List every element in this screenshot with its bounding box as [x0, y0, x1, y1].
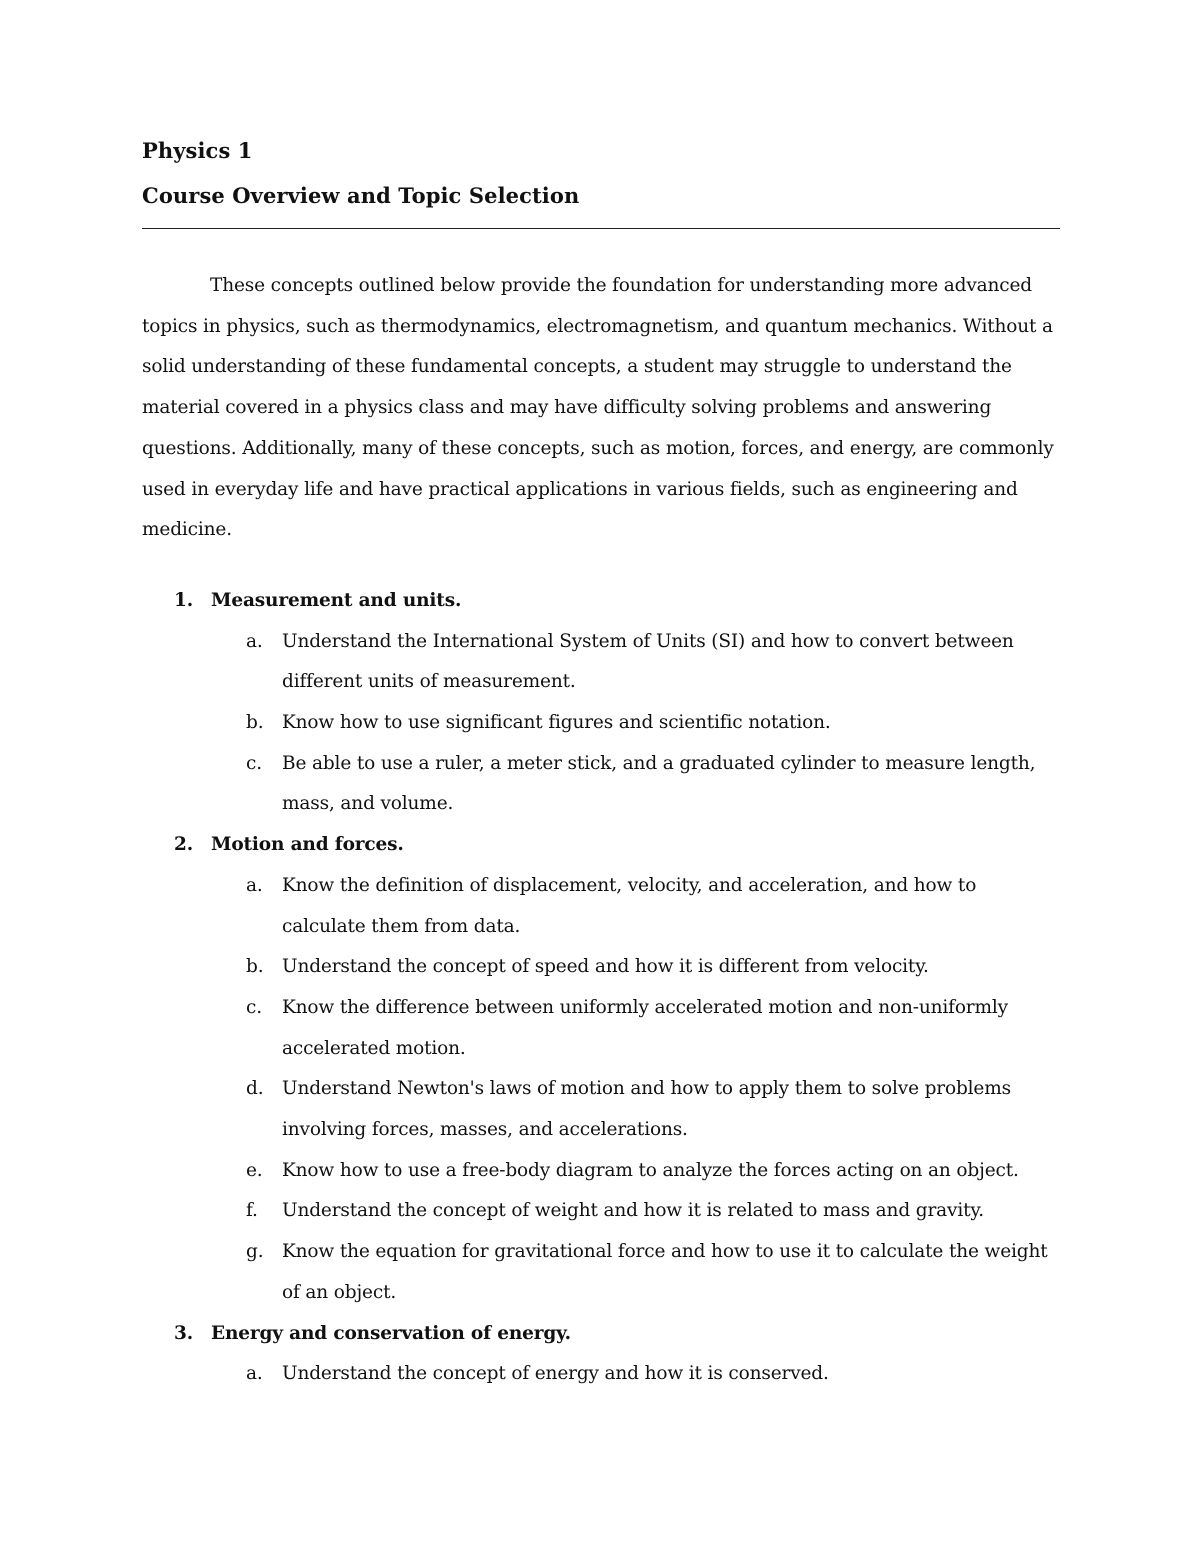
item-letter: a.: [246, 874, 263, 896]
item-letter: b.: [246, 712, 264, 734]
section-items: [142, 622, 1060, 826]
section-heading: [142, 825, 1060, 866]
section-heading: [142, 1314, 1060, 1355]
item-text: Know the definition of displacement, velocity, and acceleration, and how to calculate them from data.: [282, 874, 977, 937]
section-title: Energy and conservation of energy.: [211, 1322, 571, 1344]
item-text: Know the equation for gravitational force and how to use it to calculate the weight of an object.: [282, 1241, 1048, 1303]
list-item: [142, 1354, 1060, 1395]
item-text: Be able to use a ruler, a meter stick, and a graduated cylinder to measure length, mass, and volume.: [282, 752, 1036, 815]
item-text: Understand the concept of energy and how it is conserved.: [282, 1363, 829, 1385]
item-text: Understand Newton's laws of motion and how to apply them to solve problems involving forces, masses, and accelerations.: [282, 1078, 1011, 1141]
item-letter: g.: [246, 1241, 264, 1263]
item-text: Know the difference between uniformly accelerated motion and non-uniformly accelerated motion.: [282, 996, 1008, 1059]
document-subtitle: Course Overview and Topic Selection: [142, 183, 580, 208]
item-letter: f.: [246, 1200, 258, 1222]
section-items: [142, 1354, 1060, 1395]
list-item: [142, 1069, 1060, 1150]
section-heading: [142, 581, 1060, 622]
item-letter: d.: [246, 1078, 264, 1100]
list-item: [142, 1151, 1060, 1192]
list-item: [142, 866, 1060, 947]
section-items: [142, 866, 1060, 1314]
item-text: Know how to use significant figures and scientific notation.: [282, 712, 831, 734]
list-item: [142, 622, 1060, 703]
list-item: [142, 1191, 1060, 1232]
item-text: Know how to use a free-body diagram to analyze the forces acting on an object.: [282, 1159, 1019, 1181]
list-item: [142, 1232, 1060, 1313]
section-title: Measurement and units.: [211, 589, 462, 611]
item-letter: a.: [246, 630, 263, 652]
item-letter: a.: [246, 1363, 263, 1385]
section-energy: [142, 1314, 1060, 1395]
topic-outline: [142, 581, 1060, 1395]
item-letter: e.: [246, 1159, 263, 1181]
section-number: 2.: [174, 834, 194, 856]
document-page: [142, 138, 1060, 1395]
item-text: Understand the International System of Units (SI) and how to convert between different units of measurement.: [282, 630, 1014, 693]
section-measurement: [142, 581, 1060, 825]
item-letter: c.: [246, 752, 262, 774]
horizontal-rule: [142, 228, 1060, 229]
list-item: [142, 744, 1060, 825]
list-item: [142, 947, 1060, 988]
section-number: 1.: [174, 589, 194, 611]
list-item: [142, 988, 1060, 1069]
intro-paragraph: These concepts outlined below provide the foundation for understanding more advanced topics in physics, such as thermodynamics, electromagnetism, and quantum mechanics. Without a solid understanding of these fundamental concepts, a student may struggle to understand the material covered in a physics class and may have difficulty solving problems and answering questions. Additionally, many of these concepts, such as motion, forces, and energy, are commonly used in everyday life and have practical applications in various fields, such as engineering and medicine.: [142, 275, 1054, 541]
item-letter: c.: [246, 996, 262, 1018]
item-letter: b.: [246, 956, 264, 978]
item-text: Understand the concept of speed and how it is different from velocity.: [282, 956, 929, 978]
section-motion: [142, 825, 1060, 1313]
document-title: Physics 1: [142, 138, 253, 163]
section-title: Motion and forces.: [211, 834, 404, 856]
item-text: Understand the concept of weight and how it is related to mass and gravity.: [282, 1200, 984, 1222]
list-item: [142, 703, 1060, 744]
section-number: 3.: [174, 1322, 194, 1344]
